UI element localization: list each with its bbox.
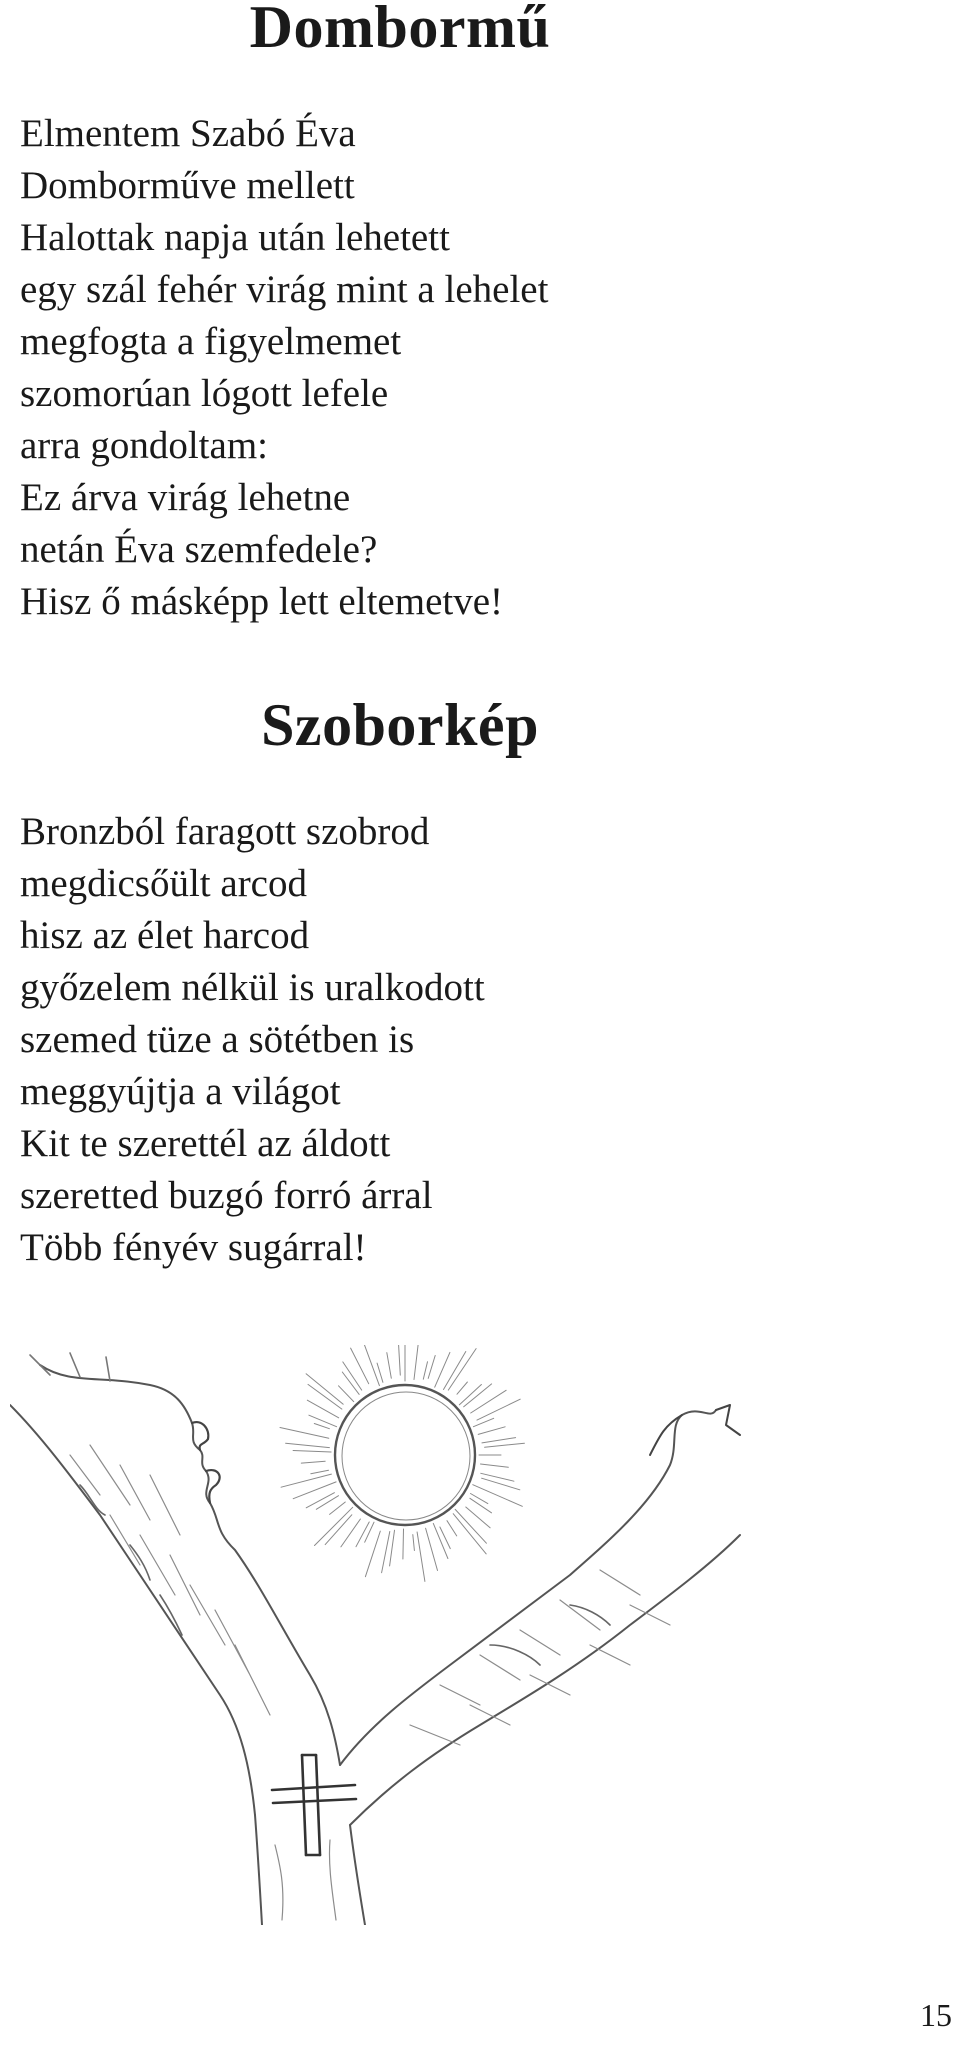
sun-ray (308, 1384, 342, 1409)
poem-line: Kit te szerettél az áldott (20, 1122, 391, 1165)
sun-ray (309, 1415, 337, 1427)
sun-ray (485, 1443, 525, 1447)
sun-ray (482, 1438, 516, 1443)
poem-title-szoborkep: Szoborkép (261, 692, 539, 758)
sun-ray (365, 1531, 380, 1577)
poem-line: megdicsőült arcod (20, 862, 307, 905)
poem-line: Domborműve mellett (20, 164, 355, 207)
page-number: 15 (920, 1997, 952, 2033)
sun-ray (447, 1521, 457, 1536)
lower-trunk-sketch (255, 1815, 365, 1925)
sun-ray (471, 1390, 506, 1413)
sun-ray (444, 1352, 466, 1390)
poem-line: Több fényév sugárral! (20, 1226, 367, 1269)
poem-line: Ez árva virág lehetne (20, 476, 351, 519)
sun-ray (280, 1428, 329, 1439)
sun-ray (281, 1474, 331, 1487)
sun-ray (426, 1528, 438, 1570)
poem-line: netán Éva szemfedele? (20, 528, 378, 571)
sun-ray (356, 1522, 369, 1547)
sun-ray (481, 1464, 509, 1467)
poem-line: Halottak napja után lehetett (20, 216, 450, 259)
poem-line: arra gondoltam: (20, 424, 268, 467)
sun-ray (311, 1470, 329, 1474)
pencil-sketch-illustration (10, 1345, 750, 1925)
sun-ray (377, 1363, 383, 1382)
poem-line: Elmentem Szabó Éva (20, 112, 356, 155)
sun-ray (481, 1473, 514, 1481)
right-tree-branch-sketch (340, 1405, 740, 1825)
sun-ray (478, 1427, 505, 1435)
sun-ray (315, 1507, 353, 1545)
sun-ray (477, 1399, 520, 1420)
sun-ray (314, 1424, 329, 1429)
poem-line: egy szál fehér virág mint a lehelet (20, 268, 549, 311)
sun-ray (428, 1356, 435, 1379)
sun-ray (482, 1478, 520, 1490)
poem-line: szeretted buzgó forró árral (20, 1174, 433, 1217)
sun-ray (414, 1345, 420, 1380)
sun-ray (403, 1529, 404, 1559)
poem-line: Bronzból faragott szobrod (20, 810, 430, 853)
poem-line: megfogta a figyelmemet (20, 320, 402, 363)
sun-sketch (280, 1345, 524, 1581)
sun-ray (413, 1535, 415, 1551)
sun-ray (457, 1382, 467, 1394)
poem-line: szemed tüze a sötétben is (20, 1018, 415, 1061)
sun-ray (470, 1498, 492, 1513)
sun-ray (471, 1494, 488, 1504)
poem-line: Hisz ő másképp lett eltemetve! (20, 580, 504, 623)
sun-ray (440, 1527, 450, 1549)
cross-sketch (272, 1755, 356, 1855)
poem-line: szomorúan lógott lefele (20, 372, 389, 415)
sun-ray (365, 1522, 374, 1542)
sun-ray (417, 1532, 425, 1581)
sun-ray (382, 1532, 390, 1573)
poem-title-dombormu: Dombormű (249, 0, 551, 60)
sun-ray (325, 1515, 352, 1545)
poem-line: győzelem nélkül is uralkodott (20, 966, 485, 1009)
sun-ray (286, 1443, 330, 1447)
left-tree-trunk-sketch (10, 1353, 340, 1815)
sun-ray (399, 1345, 401, 1375)
poem-body-szoborkep (20, 806, 485, 1274)
sun-ray (455, 1509, 486, 1543)
sun-ray (361, 1345, 380, 1386)
poem-line: hisz az élet harcod (20, 914, 310, 957)
sun-ray (423, 1362, 427, 1380)
sun-ray (293, 1482, 336, 1499)
sun-ray (301, 1461, 325, 1463)
sun-ray (448, 1349, 476, 1391)
sun-ray (390, 1530, 395, 1566)
sun-ray (387, 1353, 392, 1379)
sun-ray (316, 1496, 338, 1510)
sun-ray (293, 1451, 331, 1453)
sun-ray (330, 1502, 346, 1514)
poem-line: meggyújtja a világot (20, 1070, 341, 1113)
sun-ray (339, 1386, 354, 1402)
sun-ray (473, 1418, 493, 1426)
sun-ray (306, 1374, 343, 1404)
poem-body-dombormu (20, 108, 548, 628)
